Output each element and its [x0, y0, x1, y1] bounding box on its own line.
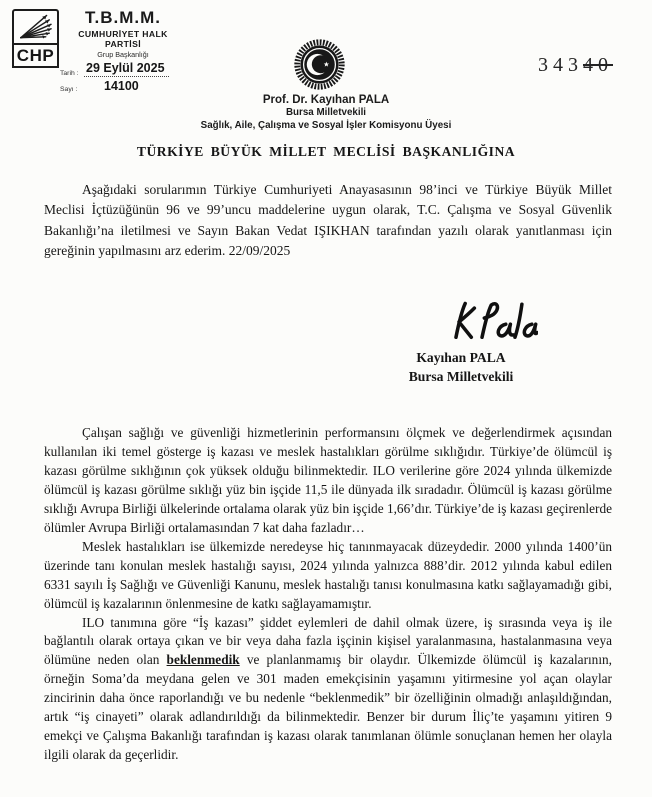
- letterhead-title: Bursa Milletvekili: [285, 107, 367, 118]
- body-paragraph-3-lead: ILO tanımına göre “İş kazası” şiddet eylemleri de dahil olmak üzere, iş sırasında veya iş ile bağlantılı olarak ortaya çıkan ve bir veya daha fazla işçinin kişisel yaralanmasına, hastalanmasına veya ölümüne neden olan: [44, 614, 612, 668]
- handwritten-signature: [446, 296, 538, 344]
- letterhead-committee: Sağlık, Aile, Çalışma ve Sosyal İşler Komisyonu Üyesi: [200, 120, 452, 131]
- stamp-number-value: 14100: [104, 79, 139, 93]
- reference-number-struck: 40: [583, 54, 613, 76]
- stamp-date-label: Tarih :: [60, 70, 79, 77]
- stamp-number-row: [60, 79, 186, 93]
- stamp-unit: Grup Başkanlığı: [97, 50, 149, 59]
- body-paragraph-3-rest: ve planlanmamış bir olaydır. Ülkemizde ölümcül iş kazalarının, örneğin Soma’da meydana gelen ve 301 maden emekçisinin yaşamını yitirmesine yol açan olaylar zincirinin daha önce raporlandığı ve bu nedenle “beklenmedik” bir özelliğinin olmadığı anlaşıldığından, artık “iş cinayeti” olarak adlandırıldığı da bilinmektedir. Benzer bir durum İliç’te yaşamını yitiren 9 emekçi ve Çalışma Bakanlığı tarafından iş kazası olarak tanımlanan ölümle sonuçlanan hemen her olayla ilgili olarak da geçerlidir.: [44, 652, 613, 763]
- tbmm-seal-icon: [293, 38, 346, 91]
- body-paragraph-3-underlined: beklenmedik: [166, 652, 240, 668]
- body-paragraph-2: Meslek hastalıkları ise ülkemizde neredeyse hiç tanınmayacak düzeydedir. 2000 yılında 1400’ün üzerinde tanı konulan meslek hastalığı sayısı, 2024 yılında yalnızca 888’dir. 2012 yılında kabul edilen 6331 sayılı İş Sağlığı ve Güvenliği Kanunu, meslek hastalığı tanısı konulmasına katkı sağlayamadığı gibi, ölümcül iş kazalarının önlenmesine de katkı sağlayamamıştır.: [44, 538, 612, 611]
- reference-number: [538, 54, 648, 77]
- signature-name: Kayıhan PALA: [416, 350, 506, 365]
- letterhead-name: Prof. Dr. Kayıhan PALA: [262, 94, 390, 106]
- stamp-number-label: Sayı :: [60, 86, 78, 93]
- stamp-date-value: 29 Eylül 2025: [84, 61, 169, 77]
- chp-logo: [12, 9, 59, 68]
- chp-logo-text: CHP: [12, 45, 59, 68]
- petition-paragraph: Aşağıdaki sorularımın Türkiye Cumhuriyeti Anayasasının 98’inci ve Türkiye Büyük Millet Meclisi İçtüzüğünün 96 ve 99’uncu maddelerine uygun olarak, T.C. Çalışma ve Sosyal Güvenlik Bakanlığı’na iletilmesi ve Sayın Bakan Vedat IŞIKHAN tarafından yazılı olarak yanıtlanması için gereğinin yapılmasını arz ederim. 22/09/2025: [44, 182, 612, 259]
- chp-six-arrows-icon: [12, 9, 59, 45]
- stamp-org: T.B.M.M.: [85, 8, 161, 27]
- body-paragraph-1: Çalışan sağlığı ve güvenliği hizmetlerinin performansını ölçmek ve değerlendirmek açısından kullanılan iki temel gösterge iş kazası ve meslek hastalıkları görülme sıklığıdır. Türkiye’de ölümcül iş kazası görülme sıklığının çok yüksek olduğu bilinmektedir. ILO verilerine göre 2024 yılında ülkemizde ölümcül iş kazası görülme sıklığı yüz bin işçide 11,5 ile dünyada ilk sıradadır. Ölümcül iş kazası görülme sıklığı Avrupa Birliği ülkelerinde ortalama olarak yüz bin işçide 1,66’dır. Türkiye’de iş kazası geçirenlerde ölümler Avrupa Birliği ortalamasından 7 kat daha fazladır…: [44, 425, 612, 535]
- stamp-text: [60, 8, 186, 93]
- stamp-party: CUMHURİYET HALK PARTİSİ: [78, 29, 168, 49]
- letterhead: [0, 94, 652, 131]
- signature-block: [368, 349, 554, 386]
- signature-title: Bursa Milletvekili: [408, 368, 514, 384]
- document-heading: TÜRKİYE BÜYÜK MİLLET MECLİSİ BAŞKANLIĞINA: [136, 144, 516, 159]
- body-paragraph-3: [44, 614, 612, 766]
- reference-number-plain: 343: [538, 54, 583, 76]
- body-text: [44, 424, 612, 765]
- stamp-date-row: [60, 61, 186, 77]
